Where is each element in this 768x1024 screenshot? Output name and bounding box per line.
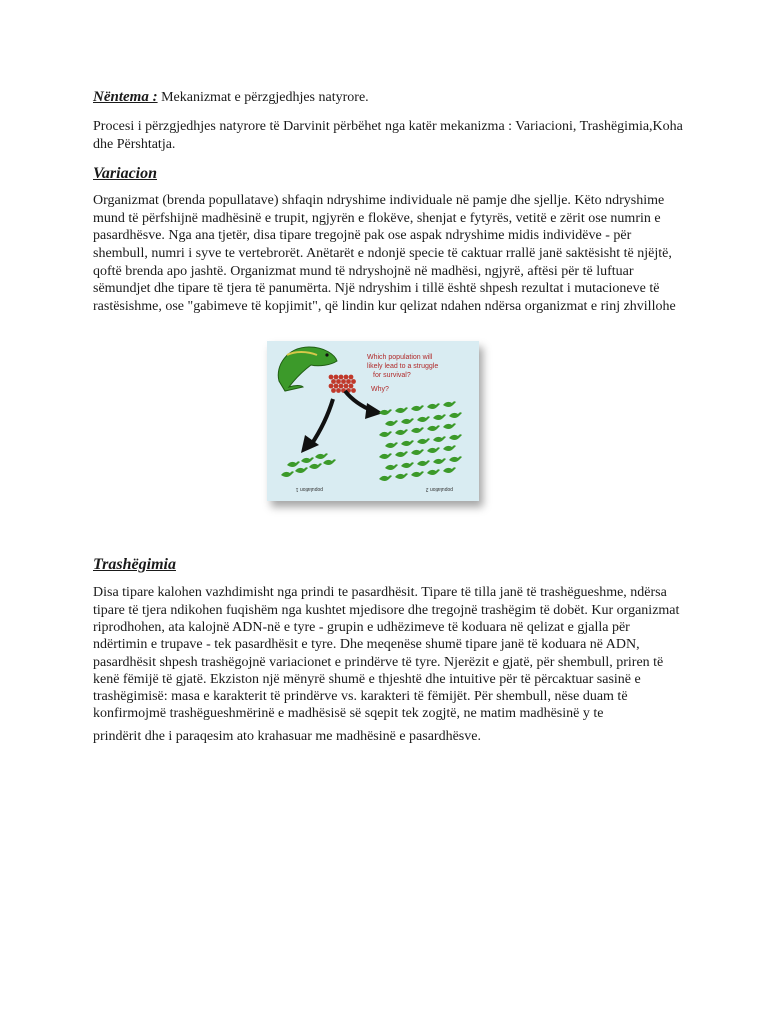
trashegimia-paragraph bbox=[93, 584, 683, 745]
egg-icon bbox=[344, 375, 349, 380]
small-fish-icon bbox=[433, 459, 446, 465]
population-2-label: population 2 bbox=[425, 486, 453, 493]
small-fish-icon bbox=[301, 458, 314, 464]
egg-icon bbox=[339, 375, 344, 380]
small-fish-icon bbox=[401, 419, 414, 425]
egg-icon bbox=[349, 375, 354, 380]
egg-icon bbox=[344, 384, 349, 389]
figure-container bbox=[93, 339, 683, 529]
small-fish-icon bbox=[309, 464, 322, 470]
trashegimia-body: Disa tipare kalohen vazhdimisht nga prindi te pasardhësit. Tipare të tilla janë të trashëgueshme, ndërsa tipare të tjera ndikohen fuqishëm nga kushtet mjedisore dhe tregojnë trashëgim të dobët. Kur organizmat riprodhohen, ata kalojnë ADN-në e tyre - grupin e udhëzimeve të koduara në qelizat e gjalla për ndërtimin e trupave - tek pasardhësit e tyre. Dhe meqenëse shumë tipare janë të koduara në ADN, pasardhësit shpesh trashëgojnë variacionet e prindërve të tyre. Njerëzit e gjatë, për shembull, priren të kenë fëmijë të gjatë. Ekziston një mënyrë shumë e thjeshtë dhe intuitive për të përcaktuar sasinë e trashëgimisë: masa e karakterit të prindërve vs. karakteri të fëmijët. Për shembull, nëse duam të konfirmojmë trashëgueshmërinë e madhësisë së sqepit tek zogjtë, ne matim madhësinë y te bbox=[93, 585, 680, 722]
small-fish-icon bbox=[443, 402, 456, 408]
small-fish-icon bbox=[449, 413, 462, 419]
egg-icon bbox=[346, 379, 351, 384]
egg-icon bbox=[334, 375, 339, 380]
small-fish-icon bbox=[417, 439, 430, 445]
egg-icon bbox=[329, 375, 334, 380]
small-fish-icon bbox=[379, 476, 392, 482]
small-fish-icon bbox=[385, 421, 398, 427]
population-2-fish bbox=[379, 402, 462, 482]
egg-icon bbox=[331, 379, 336, 384]
small-fish-icon bbox=[295, 468, 308, 474]
subtopic-label: Nëntema : bbox=[93, 89, 158, 105]
small-fish-icon bbox=[281, 472, 294, 478]
egg-icon bbox=[329, 384, 334, 389]
variacion-heading: Variacion bbox=[93, 165, 158, 183]
egg-cluster bbox=[329, 375, 356, 393]
egg-icon bbox=[339, 384, 344, 389]
figure-question-1: Which population will bbox=[367, 354, 433, 362]
small-fish-icon bbox=[385, 465, 398, 471]
small-fish-icon bbox=[395, 452, 408, 458]
small-fish-icon bbox=[427, 448, 440, 454]
egg-icon bbox=[351, 388, 356, 393]
egg-icon bbox=[351, 379, 356, 384]
small-fish-icon bbox=[443, 424, 456, 430]
egg-icon bbox=[341, 379, 346, 384]
population-illustration bbox=[267, 341, 479, 501]
small-fish-icon bbox=[401, 441, 414, 447]
population-1-label: population 1 bbox=[295, 486, 323, 493]
arrow-right-icon bbox=[345, 391, 383, 419]
intro-paragraph: Procesi i përzgjedhjes natyrore të Darvinit përbëhet nga katër mekanizma : Variacioni, Trashëgimia,Koha dhe Përshtatja. bbox=[93, 119, 683, 152]
egg-icon bbox=[336, 379, 341, 384]
small-fish-icon bbox=[287, 462, 300, 468]
small-fish-icon bbox=[411, 406, 424, 412]
trashegimia-last-line: prindërit dhe i paraqesim ato krahasuar me madhësinë e pasardhësve. bbox=[93, 728, 481, 744]
small-fish-icon bbox=[411, 428, 424, 434]
subtopic-line bbox=[93, 86, 683, 109]
small-fish-icon bbox=[443, 468, 456, 474]
variacion-paragraph: Organizmat (brenda popullatave) shfaqin ndryshime individuale në pamje dhe sjellje. Këto ndryshime mund të përfshijnë madhësinë e trupit, ngjyrën e flokëve, shenjat e fytyrës, vetitë e zërit ose numrin e pasardhësve. Nga ana tjetër, disa tipare tregojnë pak ose aspak ndryshime midis individëve - për shembull, numri i syve te vertebrorët. Anëtarët e ndonjë specie të caktuar rrallë janë saktësisht të njëjtë, qoftë brenda apo jashtë. Organizmat mund të ndryshojnë në madhësi, ngjyrë, aftësi për të luftuar sëmundjet dhe tipare të tjera të panumërta. Një ndryshim i tillë është shpesh rezultat i mutacioneve të rastësishme, ose "gabimeve të kopjimit", që lindin kur qelizat ndahen ndërsa organizmat e rinj zhvillohe bbox=[93, 193, 676, 314]
arrow-left-icon bbox=[301, 399, 333, 453]
small-fish-icon bbox=[401, 463, 414, 469]
small-fish-icon bbox=[395, 408, 408, 414]
small-fish-icon bbox=[385, 443, 398, 449]
small-fish-icon bbox=[395, 474, 408, 480]
small-fish-icon bbox=[443, 446, 456, 452]
subtopic-text: Mekanizmat e përzgjedhjes natyrore. bbox=[157, 90, 369, 105]
small-fish-icon bbox=[427, 404, 440, 410]
small-fish-icon bbox=[417, 461, 430, 467]
small-fish-icon bbox=[417, 417, 430, 423]
small-fish-icon bbox=[427, 426, 440, 432]
small-fish-icon bbox=[315, 454, 328, 460]
document-page bbox=[93, 86, 683, 745]
small-fish-icon bbox=[433, 437, 446, 443]
small-fish-icon bbox=[411, 450, 424, 456]
small-fish-icon bbox=[379, 410, 392, 416]
figure-question-3: for survival? bbox=[373, 372, 411, 380]
figure-question-2: likely lead to a struggle bbox=[367, 363, 439, 371]
small-fish-icon bbox=[379, 432, 392, 438]
small-fish-icon bbox=[449, 457, 462, 463]
egg-icon bbox=[349, 384, 354, 389]
egg-icon bbox=[331, 388, 336, 393]
small-fish-icon bbox=[433, 415, 446, 421]
small-fish-icon bbox=[323, 460, 336, 466]
figure-why: Why? bbox=[371, 386, 389, 394]
egg-icon bbox=[334, 384, 339, 389]
small-fish-icon bbox=[427, 470, 440, 476]
population-1-fish bbox=[281, 454, 336, 478]
parent-fish-icon bbox=[278, 347, 337, 391]
small-fish-icon bbox=[379, 454, 392, 460]
egg-icon bbox=[336, 388, 341, 393]
trashegimia-heading: Trashëgimia bbox=[93, 556, 176, 574]
small-fish-icon bbox=[449, 435, 462, 441]
small-fish-icon bbox=[395, 430, 408, 436]
population-figure bbox=[267, 341, 479, 501]
small-fish-icon bbox=[411, 472, 424, 478]
